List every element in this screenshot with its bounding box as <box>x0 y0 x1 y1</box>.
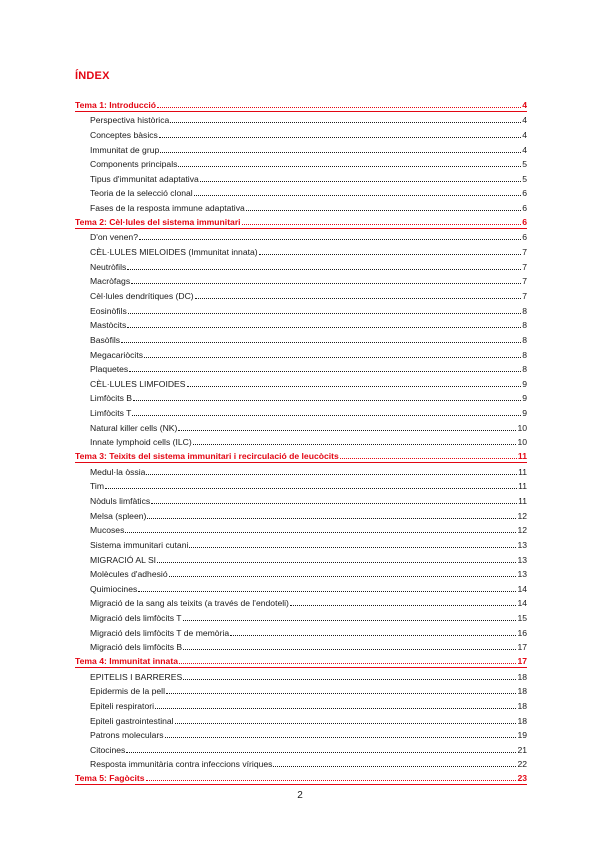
toc-entry-label: Eosinòfils <box>90 305 127 316</box>
toc-entry-label: Conceptes bàsics <box>90 129 158 140</box>
toc-entry-label: Resposta immunitària contra infeccions víriques <box>90 759 273 770</box>
toc-entry-page: 13 <box>517 569 527 580</box>
toc-entry-label: Tema 3: Teixits del sistema immunitari i recirculació de leucòcits <box>75 451 339 462</box>
toc-dot-leader <box>160 152 521 153</box>
toc-entry-page: 4 <box>522 99 527 110</box>
toc-entry-label: CÈL·LULES LIMFOIDES <box>90 378 186 389</box>
toc-section-entry[interactable] <box>75 375 527 390</box>
toc-section-entry[interactable] <box>75 639 527 654</box>
toc-entry-label: CÈL·LULES MIELOIDES (Immunitat innata) <box>90 247 258 258</box>
toc-entry-page: 8 <box>522 349 527 360</box>
toc-entry-label: EPITELIS I BARRERES <box>90 671 183 682</box>
toc-entry-label: D'on venen? <box>90 232 138 243</box>
toc-dot-leader <box>105 488 517 489</box>
toc-entry-label: Tim <box>90 481 104 492</box>
toc-entry-label: Teoria de la selecció clonal <box>90 188 193 199</box>
toc-section-entry[interactable] <box>75 331 527 346</box>
toc-dot-leader <box>175 723 517 724</box>
toc-section-entry[interactable] <box>75 624 527 639</box>
toc-entry-label: Perspectiva històrica <box>90 115 170 126</box>
toc-section-entry[interactable] <box>75 566 527 581</box>
toc-dot-leader <box>157 562 516 563</box>
toc-entry-label: Tema 4: Immunitat innata <box>75 655 178 666</box>
toc-section-entry[interactable] <box>75 170 527 185</box>
toc-entry-label: Migració dels limfòcits T de memòria <box>90 627 230 638</box>
toc-section-entry[interactable] <box>75 112 527 127</box>
toc-dot-leader <box>159 137 521 138</box>
toc-entry-label: Molècules d'adhesió <box>90 569 168 580</box>
toc-section-entry[interactable] <box>75 756 527 771</box>
toc-section-entry[interactable] <box>75 126 527 141</box>
toc-section-entry[interactable] <box>75 492 527 507</box>
toc-section-entry[interactable] <box>75 536 527 551</box>
toc-entry-page: 18 <box>517 671 527 682</box>
toc-entry-label: Basòfils <box>90 334 121 345</box>
toc-entry-label: Migració de la sang als teixits (a través de l'endoteli) <box>90 598 289 609</box>
toc-section-entry[interactable] <box>75 302 527 317</box>
toc-dot-leader <box>139 239 521 240</box>
toc-dot-leader <box>183 679 516 680</box>
toc-entry-label: Macròfags <box>90 276 131 287</box>
toc-section-entry[interactable] <box>75 727 527 742</box>
toc-entry-page: 9 <box>522 393 527 404</box>
toc-entry-label: Limfòcits T <box>90 408 132 419</box>
toc-dot-leader <box>165 737 517 738</box>
index-title: ÍNDEX <box>75 70 110 82</box>
toc-entry-label: Tema 1: Introducció <box>75 99 157 110</box>
toc-entry-page: 17 <box>517 655 527 666</box>
toc-entry-label: Medul·la òssia <box>90 466 146 477</box>
toc-entry-page: 6 <box>522 216 527 227</box>
toc-entry-label: Patrons moleculars <box>90 730 164 741</box>
toc-section-entry[interactable] <box>75 507 527 522</box>
toc-section-entry[interactable] <box>75 609 527 624</box>
toc-entry-page: 16 <box>517 627 527 638</box>
toc-entry-label: Epiteli gastrointestinal <box>90 715 174 726</box>
toc-entry-label: Cèl·lules dendrítiques (DC) <box>90 290 194 301</box>
toc-section-entry[interactable] <box>75 390 527 405</box>
toc-entry-page: 12 <box>517 510 527 521</box>
toc-entry-page: 22 <box>517 759 527 770</box>
toc-dot-leader <box>146 474 517 475</box>
toc-dot-leader <box>131 283 521 284</box>
toc-dot-leader <box>246 210 521 211</box>
toc-entry-page: 7 <box>522 276 527 287</box>
toc-entry-page: 13 <box>517 539 527 550</box>
toc-section-entry[interactable] <box>75 595 527 610</box>
toc-entry-page: 9 <box>522 408 527 419</box>
page-number: 2 <box>297 790 303 801</box>
toc-entry-page: 6 <box>522 232 527 243</box>
table-of-contents <box>75 97 527 785</box>
toc-entry-page: 11 <box>518 495 527 506</box>
toc-dot-leader <box>340 458 517 459</box>
toc-entry-page: 7 <box>522 261 527 272</box>
toc-entry-page: 4 <box>522 129 527 140</box>
toc-dot-leader <box>151 503 517 504</box>
toc-chapter-entry[interactable] <box>75 653 527 668</box>
toc-entry-label: Citocines <box>90 744 126 755</box>
toc-chapter-entry[interactable] <box>75 97 527 112</box>
toc-dot-leader <box>230 635 516 636</box>
toc-dot-leader <box>126 752 516 753</box>
toc-dot-leader <box>155 708 516 709</box>
toc-entry-label: Immunitat de grup <box>90 144 160 155</box>
toc-entry-label: Quimiocines <box>90 583 138 594</box>
toc-section-entry[interactable] <box>75 361 527 376</box>
toc-section-entry[interactable] <box>75 522 527 537</box>
toc-chapter-entry[interactable] <box>75 448 527 463</box>
toc-entry-label: Melsa (spleen) <box>90 510 147 521</box>
toc-section-entry[interactable] <box>75 404 527 419</box>
toc-section-entry[interactable] <box>75 434 527 449</box>
toc-entry-page: 8 <box>522 334 527 345</box>
toc-entry-page: 6 <box>522 203 527 214</box>
toc-entry-page: 14 <box>517 583 527 594</box>
toc-section-entry[interactable] <box>75 668 527 683</box>
toc-entry-page: 7 <box>522 290 527 301</box>
toc-dot-leader <box>125 532 516 533</box>
toc-entry-page: 6 <box>522 188 527 199</box>
toc-dot-leader <box>127 269 521 270</box>
toc-section-entry[interactable] <box>75 258 527 273</box>
toc-chapter-entry[interactable] <box>75 770 527 785</box>
toc-dot-leader <box>290 605 517 606</box>
toc-section-entry[interactable] <box>75 156 527 171</box>
toc-entry-page: 9 <box>522 378 527 389</box>
toc-entry-page: 8 <box>522 364 527 375</box>
toc-section-entry[interactable] <box>75 478 527 493</box>
toc-entry-page: 5 <box>522 173 527 184</box>
toc-dot-leader <box>169 576 517 577</box>
toc-entry-page: 10 <box>517 422 527 433</box>
toc-section-entry[interactable] <box>75 683 527 698</box>
toc-section-entry[interactable] <box>75 243 527 258</box>
toc-dot-leader <box>178 430 516 431</box>
toc-section-entry[interactable] <box>75 463 527 478</box>
toc-section-entry[interactable] <box>75 199 527 214</box>
toc-entry-page: 8 <box>522 305 527 316</box>
toc-entry-page: 11 <box>518 466 527 477</box>
toc-entry-page: 19 <box>517 730 527 741</box>
toc-entry-label: Innate lymphoid cells (ILC) <box>90 437 192 448</box>
toc-dot-leader <box>187 386 522 387</box>
toc-entry-page: 15 <box>517 613 527 624</box>
toc-dot-leader <box>200 181 521 182</box>
toc-dot-leader <box>273 766 516 767</box>
toc-section-entry[interactable] <box>75 229 527 244</box>
toc-entry-label: Epiteli respiratori <box>90 700 154 711</box>
toc-entry-label: Mastòcits <box>90 320 127 331</box>
toc-entry-label: Epidermis de la pell <box>90 686 165 697</box>
toc-entry-label: Migració dels limfòcits B <box>90 642 183 653</box>
toc-entry-label: Nòduls limfàtics <box>90 495 151 506</box>
toc-dot-leader <box>166 693 516 694</box>
toc-dot-leader <box>146 780 517 781</box>
toc-dot-leader <box>189 547 516 548</box>
toc-dot-leader <box>132 415 521 416</box>
toc-entry-label: Components principals <box>90 159 178 170</box>
toc-dot-leader <box>179 663 516 664</box>
toc-entry-page: 18 <box>517 715 527 726</box>
toc-dot-leader <box>128 313 521 314</box>
toc-dot-leader <box>170 122 521 123</box>
toc-section-entry[interactable] <box>75 697 527 712</box>
toc-dot-leader <box>157 107 521 108</box>
toc-entry-label: Migració dels limfòcits T <box>90 613 182 624</box>
toc-dot-leader <box>121 342 521 343</box>
toc-dot-leader <box>242 224 522 225</box>
toc-entry-page: 21 <box>517 744 527 755</box>
toc-entry-label: Megacariòcits <box>90 349 144 360</box>
toc-dot-leader <box>133 400 521 401</box>
toc-entry-label: Fases de la resposta immune adaptativa <box>90 203 245 214</box>
toc-dot-leader <box>194 195 522 196</box>
toc-entry-label: MIGRACIÓ AL SI <box>90 554 157 565</box>
toc-entry-page: 13 <box>517 554 527 565</box>
toc-section-entry[interactable] <box>75 287 527 302</box>
toc-dot-leader <box>147 518 516 519</box>
toc-section-entry[interactable] <box>75 419 527 434</box>
toc-section-entry[interactable] <box>75 741 527 756</box>
toc-dot-leader <box>127 327 521 328</box>
toc-dot-leader <box>144 357 521 358</box>
toc-entry-label: Plaquetes <box>90 364 129 375</box>
toc-dot-leader <box>193 444 517 445</box>
toc-entry-label: Natural killer cells (NK) <box>90 422 178 433</box>
toc-section-entry[interactable] <box>75 273 527 288</box>
toc-entry-page: 5 <box>522 159 527 170</box>
toc-dot-leader <box>259 254 522 255</box>
toc-entry-page: 11 <box>517 451 527 462</box>
toc-dot-leader <box>129 371 521 372</box>
toc-entry-label: Limfòcits B <box>90 393 133 404</box>
toc-section-entry[interactable] <box>75 580 527 595</box>
toc-entry-page: 10 <box>517 437 527 448</box>
toc-section-entry[interactable] <box>75 141 527 156</box>
toc-dot-leader <box>178 166 521 167</box>
toc-entry-page: 8 <box>522 320 527 331</box>
toc-chapter-entry[interactable] <box>75 214 527 229</box>
toc-entry-page: 17 <box>517 642 527 653</box>
toc-dot-leader <box>183 649 516 650</box>
toc-entry-page: 7 <box>522 247 527 258</box>
toc-section-entry[interactable] <box>75 185 527 200</box>
toc-entry-label: Neutròfils <box>90 261 127 272</box>
toc-entry-label: Mucoses <box>90 525 125 536</box>
toc-entry-page: 18 <box>517 700 527 711</box>
toc-dot-leader <box>183 620 517 621</box>
toc-dot-leader <box>138 591 516 592</box>
toc-section-entry[interactable] <box>75 551 527 566</box>
toc-entry-page: 12 <box>517 525 527 536</box>
toc-entry-page: 14 <box>517 598 527 609</box>
toc-entry-label: Tema 2: Cèl·lules del sistema immunitari <box>75 216 241 227</box>
toc-entry-label: Tema 5: Fagòcits <box>75 773 145 784</box>
toc-entry-label: Tipus d'immunitat adaptativa <box>90 173 199 184</box>
toc-dot-leader <box>195 298 522 299</box>
toc-entry-page: 18 <box>517 686 527 697</box>
toc-section-entry[interactable] <box>75 712 527 727</box>
toc-section-entry[interactable] <box>75 346 527 361</box>
toc-section-entry[interactable] <box>75 317 527 332</box>
toc-entry-label: Sistema immunitari cutani <box>90 539 189 550</box>
toc-entry-page: 4 <box>522 144 527 155</box>
toc-entry-page: 11 <box>518 481 527 492</box>
toc-entry-page: 4 <box>522 115 527 126</box>
toc-entry-page: 23 <box>517 773 527 784</box>
